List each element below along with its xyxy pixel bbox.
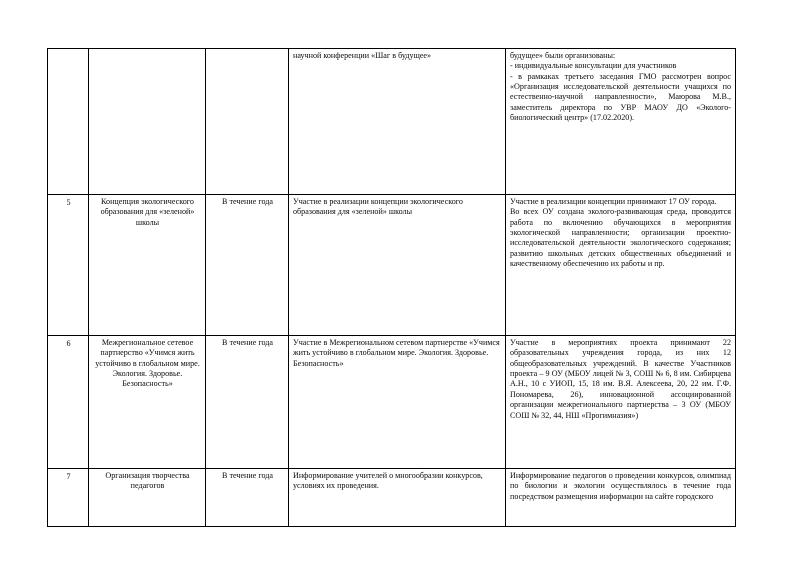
table-body (48, 49, 736, 527)
row-result-cell (506, 49, 736, 195)
result-paragraph: Информирование педагогов о проведении конкурсов, олимпиад по биологии и экологии осуществлялось в течение года посредством размещения информации на сайте городского (510, 471, 731, 501)
row-term-cell (206, 49, 289, 195)
table-row (48, 336, 736, 469)
row-term: В течение года (222, 338, 273, 347)
plan-paragraph: Участие в Межрегиональном сетевом партнерстве «Учимся жить устойчиво в глобальном мире. Экология. Здоровье. Безопасность» (293, 338, 500, 368)
row-number-cell (48, 49, 89, 195)
row-result-cell (506, 469, 736, 527)
row-number-cell (48, 469, 89, 527)
row-plan-cell (289, 49, 506, 195)
row-name-cell (89, 195, 206, 336)
result-paragraph: Во всех ОУ создана эколого-развивающая среда, проводится работа по включению обучающихся в мероприятия экологической направленности; организации проектно-исследовательской деятельности экологического содержания; развитию школьных детских общественных объединений и качественному обеспечению их работы и пр. (510, 207, 731, 269)
row-number-cell (48, 336, 89, 469)
result-paragraph: Участие в мероприятиях проекта принимают 22 образовательных учреждения города, из них 12 общеобразовательных учреждений. В качестве Участников проекта – 9 ОУ (МБОУ лицей № 3, СОШ № 6, 8 им. Сибирцева А.Н., 10 с УИОП, 15, 18 им. В.Я. Алексеева, 20, 22 им. Г.Ф. Пономарева, 26), инновационной ассоциированной организации межрегионального партнерства – 3 ОУ (МБОУ СОШ № 32, 44, НШ «Прогимназия») (510, 338, 731, 420)
row-name-cell (89, 49, 206, 195)
row-result-cell (506, 195, 736, 336)
row-plan-cell (289, 469, 506, 527)
row-number: 6 (66, 339, 71, 348)
row-name-cell (89, 469, 206, 527)
row-name: Межрегиональное сетевое партнерство «Учимся жить устойчиво в глобальном мире. Экология. Здоровье. Безопасность» (95, 338, 200, 389)
row-name-cell (89, 336, 206, 469)
row-number: 7 (66, 472, 71, 481)
row-plan-cell (289, 336, 506, 469)
row-term: В течение года (222, 197, 273, 206)
result-paragraph: - индивидуальные консультации для участников (510, 61, 677, 71)
result-paragraph: Участие в реализации концепции принимают 17 ОУ города. (510, 197, 717, 206)
result-paragraph: будущее» были организованы: (510, 51, 616, 60)
plan-paragraph: Информирование учителей о многообразии конкурсов, условиях их проведения. (293, 471, 483, 491)
row-term-cell (206, 195, 289, 336)
plan-paragraph: Участие в реализации концепции экологического образования для «зеленой» школы (293, 197, 463, 217)
plan-paragraph: научной конференции «Шаг в будущее» (293, 51, 432, 60)
table-row (48, 49, 736, 195)
result-paragraph: - в рамкаках третьего заседания ГМО рассмотрен вопрос «Организация исследовательской деятельности учащихся по естественно-научной направленности», Маюрова М.В., заместитель директора по УВР МАОУ ДО «Эколого-биологический центр» (17.02.2020). (510, 71, 731, 123)
activities-table (47, 48, 736, 527)
row-term-cell (206, 469, 289, 527)
table-row (48, 469, 736, 527)
row-term: В течение года (222, 471, 273, 480)
row-result-cell (506, 336, 736, 469)
table-row (48, 195, 736, 336)
row-name: Концепция экологического образования для «зеленой» школы (100, 197, 195, 227)
row-number-cell (48, 195, 89, 336)
row-number: 5 (66, 198, 71, 207)
row-name: Организация творчества педагогов (105, 471, 190, 491)
row-plan-cell (289, 195, 506, 336)
row-term-cell (206, 336, 289, 469)
